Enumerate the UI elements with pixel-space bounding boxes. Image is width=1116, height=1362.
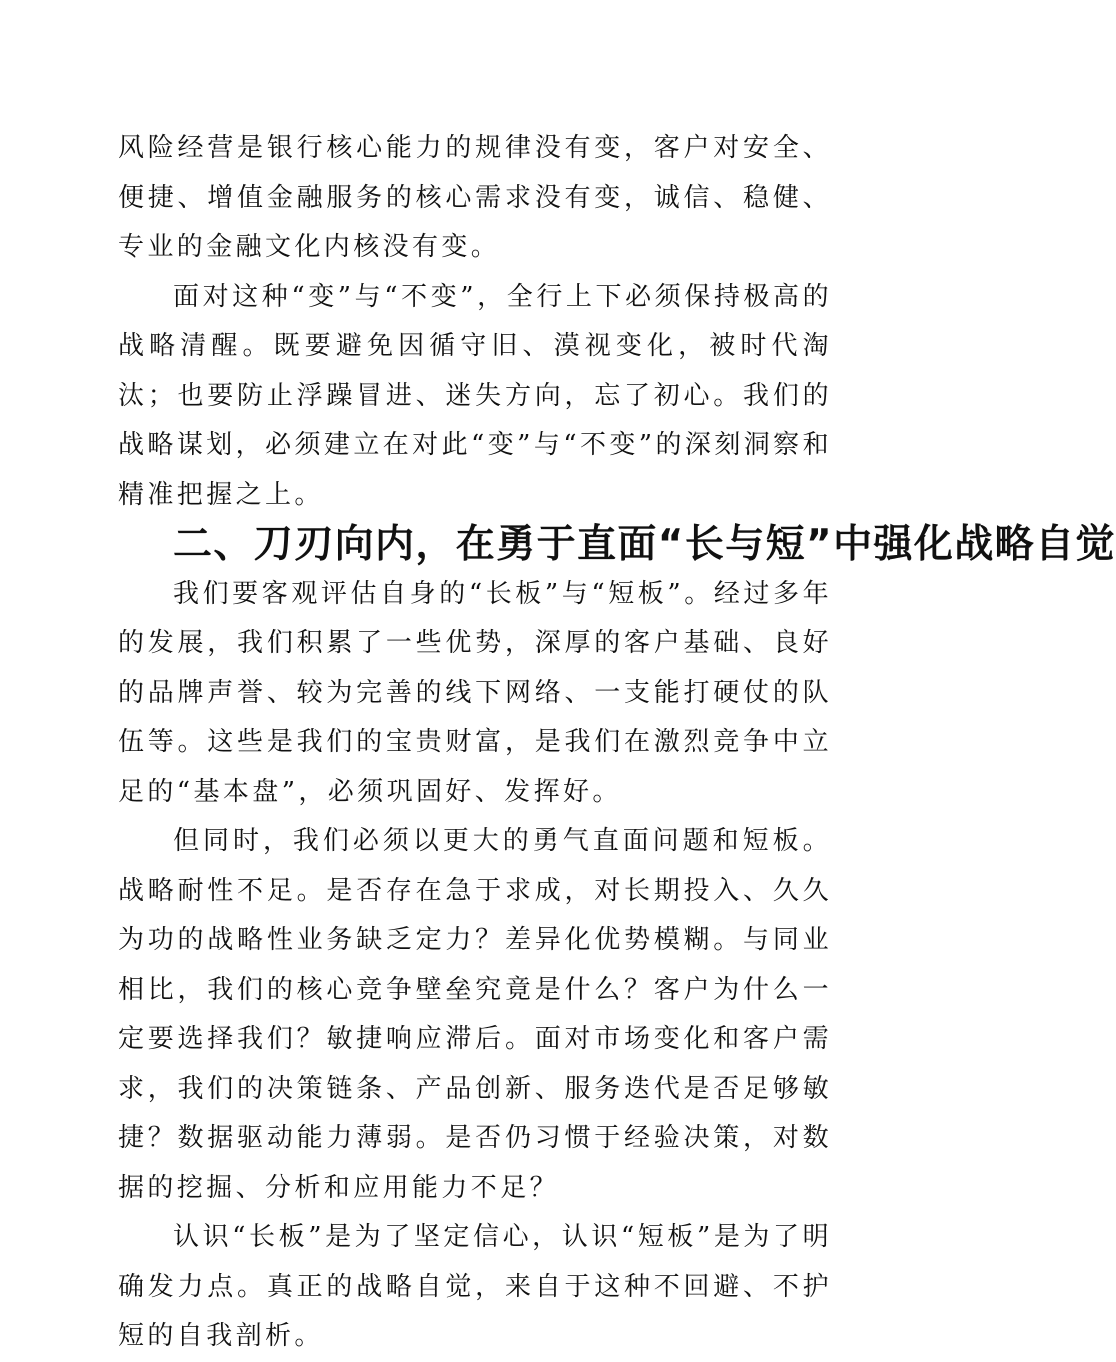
- document-page: [118, 124, 1116, 1362]
- paragraph-continuation: 风险经营是银行核心能力的规律没有变，客户对安全、便捷、增值金融服务的核心需求没有变，诚信、稳健、专业的金融文化内核没有变。: [118, 133, 832, 262]
- paragraph-conclusion: 认识“长板”是为了坚定信心，认识“短板”是为了明确发力点。真正的战略自觉，来自于这种不回避、不护短的自我剖析。: [118, 1222, 832, 1351]
- paragraph-weaknesses: 但同时，我们必须以更大的勇气直面问题和短板。战略耐性不足。是否存在急于求成，对长期投入、久久为功的战略性业务缺乏定力？差异化优势模糊。与同业相比，我们的核心竞争壁垒究竟是什么？客户为什么一定要选择我们？敏捷响应滞后。面对市场变化和客户需求，我们的决策链条、产品创新、服务迭代是否足够敏捷？数据驱动能力薄弱。是否仍习惯于经验决策，对数据的挖掘、分析和应用能力不足？: [118, 826, 832, 1203]
- paragraph-strengths: 我们要客观评估自身的“长板”与“短板”。经过多年的发展，我们积累了一些优势，深厚的客户基础、良好的品牌声誉、较为完善的线下网络、一支能打硬仗的队伍等。这些是我们的宝贵财富，是我们在激烈竞争中立足的“基本盘”，必须巩固好、发挥好。: [118, 578, 832, 807]
- paragraph-change-and-constancy: 面对这种“变”与“不变”，全行上下必须保持极高的战略清醒。既要避免因循守旧、漠视变化，被时代淘汰；也要防止浮躁冒进、迷失方向，忘了初心。我们的战略谋划，必须建立在对此“变”与“不变”的深刻洞察和精准把握之上。: [118, 281, 832, 510]
- section-heading: 二、刀刃向内，在勇于直面“长与短”中强化战略自觉: [173, 522, 1116, 567]
